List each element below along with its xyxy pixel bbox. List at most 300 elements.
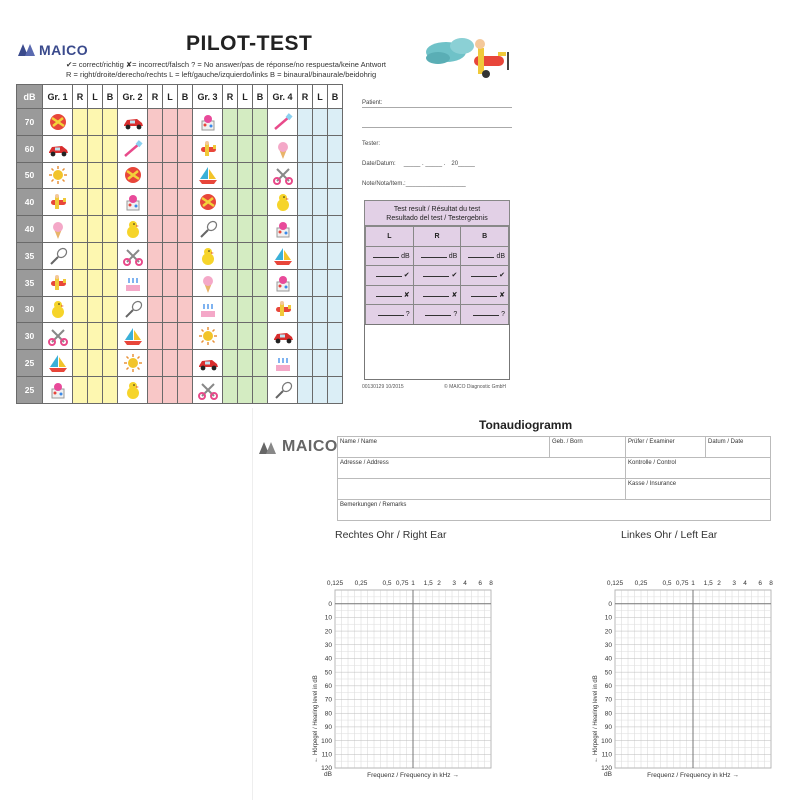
grid-header-7: L xyxy=(163,85,178,109)
answer-cell[interactable] xyxy=(253,323,268,350)
patient-field-2[interactable] xyxy=(362,112,512,128)
answer-cell[interactable] xyxy=(88,135,103,162)
answer-cell[interactable] xyxy=(328,109,343,136)
answer-cell[interactable] xyxy=(313,323,328,350)
picture-cell xyxy=(193,189,223,216)
answer-cell[interactable] xyxy=(223,162,238,189)
answer-cell[interactable] xyxy=(88,376,103,403)
insurance-field[interactable]: Kasse / Insurance xyxy=(626,479,771,500)
answer-cell[interactable] xyxy=(103,296,118,323)
y-tick-label: 60 xyxy=(324,683,332,691)
result-cell[interactable] xyxy=(461,246,509,266)
answer-cell[interactable] xyxy=(163,162,178,189)
maico-logo xyxy=(18,42,88,58)
patient-label: Patient: xyxy=(362,100,383,106)
date-label: Date/Datum: xyxy=(362,161,396,167)
answer-cell[interactable] xyxy=(298,135,313,162)
picture-cell xyxy=(43,376,73,403)
answer-cell[interactable] xyxy=(88,269,103,296)
answer-cell[interactable] xyxy=(238,323,253,350)
answer-cell[interactable] xyxy=(73,350,88,377)
picture-cell xyxy=(193,135,223,162)
answer-cell[interactable] xyxy=(103,189,118,216)
address-field[interactable]: Adresse / Address xyxy=(338,458,626,479)
answer-cell[interactable] xyxy=(298,162,313,189)
answer-cell[interactable] xyxy=(178,242,193,269)
answer-cell[interactable] xyxy=(238,189,253,216)
plane-icon xyxy=(272,299,294,319)
answer-cell[interactable] xyxy=(163,135,178,162)
result-blank xyxy=(373,252,399,258)
y-tick-label: 10 xyxy=(324,614,332,622)
answer-cell[interactable] xyxy=(178,189,193,216)
result-blank xyxy=(425,310,451,316)
y-unit-label: dB xyxy=(324,771,332,778)
born-field[interactable]: Geb. / Born xyxy=(550,437,626,458)
answer-cell[interactable] xyxy=(313,189,328,216)
grid-header-14: R xyxy=(298,85,313,109)
x-tick-label: 4 xyxy=(743,580,747,587)
picture-cell xyxy=(43,135,73,162)
answer-cell[interactable] xyxy=(313,242,328,269)
answer-cell[interactable] xyxy=(313,269,328,296)
grid-row xyxy=(17,216,343,243)
right-ear-audiogram[interactable] xyxy=(309,568,499,786)
answer-cell[interactable] xyxy=(178,376,193,403)
tester-field[interactable] xyxy=(362,132,512,148)
left-ear-title: Linkes Ohr / Left Ear xyxy=(621,529,718,541)
control-field[interactable]: Kontrolle / Control xyxy=(626,458,771,479)
x-tick-label: 1,5 xyxy=(703,580,713,587)
left-ear-audiogram[interactable] xyxy=(589,568,779,786)
answer-cell[interactable] xyxy=(103,216,118,243)
picture-cell xyxy=(118,323,148,350)
answer-cell[interactable] xyxy=(298,323,313,350)
note-label: Note/Nota/Item.: xyxy=(362,181,406,187)
answer-cell[interactable] xyxy=(253,269,268,296)
scissors-icon xyxy=(197,380,219,400)
grid-row xyxy=(17,376,343,403)
tester-label: Tester: xyxy=(362,141,381,147)
result-blank xyxy=(473,310,499,316)
picture-cell xyxy=(193,216,223,243)
pie-icon xyxy=(47,380,69,400)
icecream-icon xyxy=(272,139,294,159)
grid-header-13: Gr. 4 xyxy=(268,85,298,109)
result-blank xyxy=(378,310,404,316)
y-tick-label: 100 xyxy=(321,737,332,745)
boat-icon xyxy=(197,165,219,185)
answer-cell[interactable] xyxy=(223,296,238,323)
answer-cell[interactable] xyxy=(103,376,118,403)
answer-cell[interactable] xyxy=(73,109,88,136)
db-cell: 30 xyxy=(17,323,43,350)
answer-cell[interactable] xyxy=(73,376,88,403)
answer-cell[interactable] xyxy=(223,189,238,216)
answer-cell[interactable] xyxy=(328,269,343,296)
result-blank xyxy=(468,252,494,258)
grid-row xyxy=(17,269,343,296)
x-tick-label: 3 xyxy=(452,580,457,587)
result-symbol: ✔ xyxy=(403,272,410,280)
answer-cell[interactable] xyxy=(253,216,268,243)
answer-cell[interactable] xyxy=(73,296,88,323)
y-tick-label: 120 xyxy=(321,765,332,773)
picture-cell xyxy=(118,189,148,216)
answer-cell[interactable] xyxy=(163,350,178,377)
x-tick-label: 4 xyxy=(463,580,467,587)
answer-cell[interactable] xyxy=(238,109,253,136)
result-cell[interactable] xyxy=(461,266,509,286)
answer-cell[interactable] xyxy=(103,323,118,350)
answer-cell[interactable] xyxy=(313,376,328,403)
answer-cell[interactable] xyxy=(88,109,103,136)
answer-cell[interactable] xyxy=(103,350,118,377)
answer-cell[interactable] xyxy=(238,269,253,296)
result-row xyxy=(366,266,509,286)
x-tick-label: 0,125 xyxy=(326,580,344,587)
answer-cell[interactable] xyxy=(163,242,178,269)
result-symbol: ✘ xyxy=(499,291,505,299)
answer-cell[interactable] xyxy=(103,242,118,269)
answer-cell[interactable] xyxy=(313,109,328,136)
picture-cell xyxy=(43,269,73,296)
db-cell: 60 xyxy=(17,135,43,162)
answer-cell[interactable] xyxy=(313,350,328,377)
picture-cell xyxy=(43,189,73,216)
answer-cell[interactable] xyxy=(88,242,103,269)
whisk-icon xyxy=(122,299,144,319)
answer-cell[interactable] xyxy=(148,350,163,377)
answer-cell[interactable] xyxy=(328,323,343,350)
answer-cell[interactable] xyxy=(223,242,238,269)
answer-cell[interactable] xyxy=(148,162,163,189)
answer-cell[interactable] xyxy=(328,162,343,189)
sun-icon xyxy=(122,353,144,373)
answer-cell[interactable] xyxy=(298,216,313,243)
answer-cell[interactable] xyxy=(73,216,88,243)
answer-cell[interactable] xyxy=(253,350,268,377)
grid-header-12: B xyxy=(253,85,268,109)
audiogram-sheet xyxy=(252,408,800,800)
grid-row xyxy=(17,242,343,269)
address-field-2[interactable] xyxy=(338,479,626,500)
answer-cell[interactable] xyxy=(328,216,343,243)
answer-cell[interactable] xyxy=(148,269,163,296)
answer-cell[interactable] xyxy=(313,135,328,162)
chick-icon xyxy=(272,192,294,212)
answer-cell[interactable] xyxy=(298,189,313,216)
answer-cell[interactable] xyxy=(328,296,343,323)
answer-cell[interactable] xyxy=(148,376,163,403)
y-tick-label: 90 xyxy=(604,724,612,732)
answer-cell[interactable] xyxy=(73,269,88,296)
patient-form xyxy=(362,92,512,192)
answer-cell[interactable] xyxy=(163,323,178,350)
grid-header-2: R xyxy=(73,85,88,109)
picture-cell xyxy=(268,269,298,296)
db-cell: 70 xyxy=(17,109,43,136)
answer-cell[interactable] xyxy=(148,296,163,323)
grid-header-0: dB xyxy=(17,85,43,109)
result-col-r: R xyxy=(413,227,461,247)
whisk-icon xyxy=(272,380,294,400)
answer-cell[interactable] xyxy=(298,350,313,377)
result-symbol: dB xyxy=(401,252,410,260)
picture-cell xyxy=(193,242,223,269)
result-cell[interactable] xyxy=(366,305,414,325)
boat-icon xyxy=(47,353,69,373)
answer-cell[interactable] xyxy=(223,216,238,243)
answer-cell[interactable] xyxy=(298,376,313,403)
ball-icon xyxy=(197,192,219,212)
picture-cell xyxy=(268,376,298,403)
pie-icon xyxy=(197,112,219,132)
answer-cell[interactable] xyxy=(253,296,268,323)
answer-cell[interactable] xyxy=(328,350,343,377)
answer-cell[interactable] xyxy=(73,323,88,350)
x-axis-label: Frequenz / Frequency in kHz → xyxy=(367,772,459,779)
picture-cell xyxy=(118,296,148,323)
test-result-box xyxy=(364,200,510,326)
answer-cell[interactable] xyxy=(103,269,118,296)
result-blank xyxy=(423,271,449,277)
answer-cell[interactable] xyxy=(313,162,328,189)
answer-cell[interactable] xyxy=(223,376,238,403)
answer-cell[interactable] xyxy=(223,109,238,136)
answer-cell[interactable] xyxy=(148,216,163,243)
answer-cell[interactable] xyxy=(223,269,238,296)
answer-cell[interactable] xyxy=(103,162,118,189)
result-cell[interactable] xyxy=(413,285,461,305)
answer-cell[interactable] xyxy=(253,109,268,136)
answer-cell[interactable] xyxy=(298,109,313,136)
result-col-l: L xyxy=(366,227,414,247)
answer-cell[interactable] xyxy=(163,296,178,323)
picture-cell xyxy=(268,350,298,377)
answer-cell[interactable] xyxy=(148,135,163,162)
answer-cell[interactable] xyxy=(223,350,238,377)
answer-cell[interactable] xyxy=(88,350,103,377)
answer-cell[interactable] xyxy=(178,323,193,350)
grid-header-8: B xyxy=(178,85,193,109)
y-tick-label: 50 xyxy=(604,669,612,677)
y-tick-label: 0 xyxy=(328,600,332,608)
y-tick-label: 110 xyxy=(321,751,332,759)
result-cell[interactable] xyxy=(366,246,414,266)
result-col-b: B xyxy=(461,227,509,247)
answer-cell[interactable] xyxy=(163,216,178,243)
answer-cell[interactable] xyxy=(328,242,343,269)
cake-icon xyxy=(197,299,219,319)
pie-icon xyxy=(122,192,144,212)
picture-cell xyxy=(193,350,223,377)
answer-cell[interactable] xyxy=(328,135,343,162)
car-icon xyxy=(272,326,294,346)
answer-cell[interactable] xyxy=(148,323,163,350)
answer-cell[interactable] xyxy=(178,162,193,189)
db-cell: 30 xyxy=(17,296,43,323)
maico-logo-text: MAICO xyxy=(39,42,89,58)
notes-box[interactable] xyxy=(364,324,510,380)
grid-row xyxy=(17,350,343,377)
y-tick-label: 70 xyxy=(604,696,612,704)
x-tick-label: 8 xyxy=(489,580,493,587)
answer-cell[interactable] xyxy=(73,135,88,162)
answer-cell[interactable] xyxy=(88,162,103,189)
answer-cell[interactable] xyxy=(178,296,193,323)
answer-cell[interactable] xyxy=(178,216,193,243)
result-cell[interactable] xyxy=(366,266,414,286)
answer-cell[interactable] xyxy=(88,189,103,216)
grid-header-5: Gr. 2 xyxy=(118,85,148,109)
picture-cell xyxy=(43,242,73,269)
grid-row xyxy=(17,162,343,189)
y-tick-label: 20 xyxy=(604,628,612,636)
answer-cell[interactable] xyxy=(253,162,268,189)
picture-cell xyxy=(268,109,298,136)
answer-cell[interactable] xyxy=(148,109,163,136)
grid-header-16: B xyxy=(328,85,343,109)
remarks-field[interactable]: Bemerkungen / Remarks xyxy=(338,500,771,521)
result-symbol: ? xyxy=(453,311,458,319)
answer-cell[interactable] xyxy=(298,269,313,296)
whisk-icon xyxy=(47,246,69,266)
answer-cell[interactable] xyxy=(178,109,193,136)
grid-header-9: Gr. 3 xyxy=(193,85,223,109)
footer-code: 00130129 10/2015 xyxy=(362,384,404,390)
y-axis-label: ← Hörpegel / Hearing level in dB xyxy=(593,675,599,763)
answer-cell[interactable] xyxy=(313,296,328,323)
picture-cell xyxy=(118,242,148,269)
x-tick-label: 0,5 xyxy=(662,580,672,587)
audiogram-logo-mark xyxy=(259,441,279,454)
answer-cell[interactable] xyxy=(253,376,268,403)
result-symbol: ✔ xyxy=(451,272,458,280)
answer-cell[interactable] xyxy=(163,269,178,296)
note-field[interactable]: Note/Nota/Item.: __________________ xyxy=(362,181,466,187)
answer-cell[interactable] xyxy=(178,269,193,296)
grid-row xyxy=(17,323,343,350)
answer-cell[interactable] xyxy=(223,323,238,350)
plane-icon xyxy=(47,273,69,293)
answer-cell[interactable] xyxy=(148,189,163,216)
result-blank xyxy=(376,291,402,297)
grid-row xyxy=(17,135,343,162)
answer-cell[interactable] xyxy=(253,189,268,216)
grid-row xyxy=(17,296,343,323)
boat-icon xyxy=(272,246,294,266)
result-cell[interactable] xyxy=(413,266,461,286)
answer-cell[interactable] xyxy=(238,296,253,323)
answer-cell[interactable] xyxy=(238,242,253,269)
date-field[interactable]: Datum / Date xyxy=(706,437,771,458)
y-tick-label: 70 xyxy=(324,696,332,704)
picture-cell xyxy=(118,350,148,377)
answer-cell[interactable] xyxy=(253,242,268,269)
result-cell[interactable] xyxy=(461,285,509,305)
picture-cell xyxy=(193,296,223,323)
patient-field[interactable] xyxy=(362,92,512,108)
grid-header-3: L xyxy=(88,85,103,109)
grid-header-10: R xyxy=(223,85,238,109)
answer-cell[interactable] xyxy=(88,216,103,243)
answer-cell[interactable] xyxy=(238,376,253,403)
answer-cell[interactable] xyxy=(88,296,103,323)
chick-icon xyxy=(197,246,219,266)
answer-cell[interactable] xyxy=(73,189,88,216)
answer-cell[interactable] xyxy=(313,216,328,243)
y-tick-label: 50 xyxy=(324,669,332,677)
answer-cell[interactable] xyxy=(163,109,178,136)
answer-cell[interactable] xyxy=(328,189,343,216)
picture-cell xyxy=(268,296,298,323)
whisk-icon xyxy=(197,219,219,239)
grid-row xyxy=(17,109,343,136)
pilot-test-grid xyxy=(16,84,343,404)
result-row xyxy=(366,285,509,305)
plane-icon xyxy=(47,192,69,212)
result-symbol: ✘ xyxy=(403,291,410,299)
answer-cell[interactable] xyxy=(328,376,343,403)
chick-icon xyxy=(47,299,69,319)
answer-cell[interactable] xyxy=(163,189,178,216)
name-field[interactable]: Name / Name xyxy=(338,437,550,458)
answer-cell[interactable] xyxy=(298,296,313,323)
answer-cell[interactable] xyxy=(238,216,253,243)
y-tick-label: 40 xyxy=(604,655,612,663)
date-year: 20 xyxy=(451,161,459,167)
answer-cell[interactable] xyxy=(103,135,118,162)
answer-cell[interactable] xyxy=(238,350,253,377)
answer-cell[interactable] xyxy=(238,135,253,162)
answer-cell[interactable] xyxy=(148,242,163,269)
result-symbol: ✔ xyxy=(499,272,505,280)
answer-cell[interactable] xyxy=(73,162,88,189)
cake-icon xyxy=(122,273,144,293)
date-field[interactable]: Date/Datum: _____ . _____ . 20 _____ xyxy=(362,161,475,167)
x-tick-label: 3 xyxy=(732,580,737,587)
grid-body xyxy=(17,109,343,404)
answer-cell[interactable] xyxy=(103,109,118,136)
legend-ears: R = right/droite/derecho/rechts L = left/gauche/izquierdo/links B = binaural/binaurale/beidohrig xyxy=(66,70,377,79)
examiner-field[interactable]: Prüfer / Examiner xyxy=(626,437,706,458)
answer-cell[interactable] xyxy=(178,135,193,162)
x-tick-label: 6 xyxy=(478,580,483,587)
result-body xyxy=(366,246,509,324)
answer-cell[interactable] xyxy=(178,350,193,377)
x-tick-label: 2 xyxy=(717,580,721,587)
icecream-icon xyxy=(47,219,69,239)
x-tick-label: 0,25 xyxy=(354,580,368,587)
result-cell[interactable] xyxy=(413,246,461,266)
result-cell[interactable] xyxy=(366,285,414,305)
answer-cell[interactable] xyxy=(163,376,178,403)
answer-cell[interactable] xyxy=(298,242,313,269)
test-result-title: Test result / Résultat du test Resultado del test / Testergebnis xyxy=(365,201,509,226)
result-header-row xyxy=(366,227,509,247)
result-cell[interactable] xyxy=(413,305,461,325)
answer-cell[interactable] xyxy=(238,162,253,189)
result-cell[interactable] xyxy=(461,305,509,325)
result-blank xyxy=(376,271,402,277)
answer-cell[interactable] xyxy=(253,135,268,162)
toothbrush-icon xyxy=(272,112,294,132)
answer-cell[interactable] xyxy=(73,242,88,269)
ball-icon xyxy=(122,165,144,185)
answer-cell[interactable] xyxy=(88,323,103,350)
answer-cell[interactable] xyxy=(223,135,238,162)
